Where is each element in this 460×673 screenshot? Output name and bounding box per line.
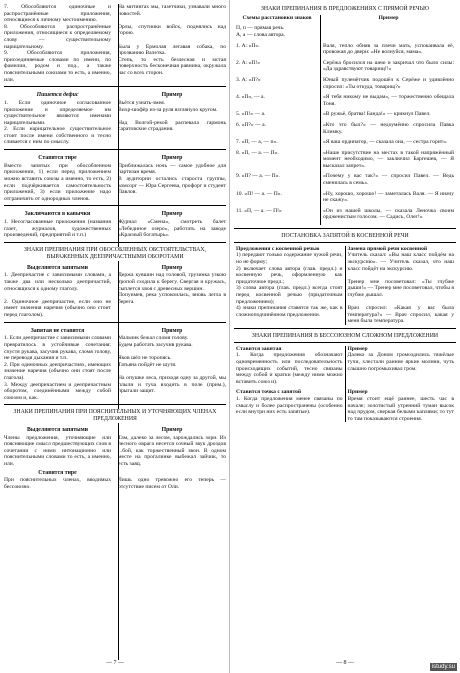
dash-block [4, 163, 226, 203]
participle-example-heading: Пример [161, 264, 183, 271]
intro-examples: На митингах мы, газетчики, узнавали много новостей. Орлы, спутники войск, поднялись над горою. Была у Ермолая легавая собака, по прозванию Валетка. Степь, то есть безлесная и мстая поверхность бесконечная равнина, окружала нас со всех сторон. [118, 4, 226, 76]
comma-example-heading: Пример [347, 345, 368, 352]
participle-examples: Держа кувшин над головой, грузинка узкою тропой сходила к берегу. Свергая и кружась, сыплется хвоя с древесных вершин. Попуимев, река успокоилась, вновь легла в берега. [118, 272, 226, 305]
indirect-examples: Учитель сказал: «Вы наш класс пойдём на экскурсию». — Учитель сказал, что наш класс пойдёт на экскурсию. Тренер мне посоветовал: «Ты глубже дыши!» — Тренер мне посоветовал, чтобы я глубже дышал. Врач спросил: «Какая у вас была температура?» — Врач спросил, какая у меня была температура. [347, 252, 454, 325]
clarifying-example-heading: Пример [161, 426, 183, 433]
scheme-row [234, 173, 456, 190]
legend: П, п — прямая речь. А, а — слова автора. [234, 25, 321, 42]
clarifying-examples: Там, далеко за лесом, зарождались зори. Из лесного оврага несется сочный звук дроздов ...бой, как торжественный звон. В одном месте на прогалинке выбежал зайчик, то есть заяц. [118, 434, 226, 468]
semicolon-heading: Ставится точка с запятой [234, 385, 345, 396]
scheme-row [234, 150, 456, 174]
defis-example-heading: Пример [161, 92, 183, 99]
divider [234, 242, 456, 243]
scheme-example-cell: «Почему у вас так?» — спросил Павел. — Ведь сменилась в семь». [323, 173, 454, 187]
nocomma-example-heading: Пример [161, 327, 183, 334]
scheme-example-cell: «В ружьё, братва! Банда!» — крикнул Павел. [323, 111, 431, 118]
divider [4, 86, 226, 87]
scheme-cell: 4. «П», — а. [234, 94, 321, 111]
quotes-rules: 1. Несогласованные приложения (названия газет, журналов, художественных произведений, предприятий и т.п.) [4, 219, 111, 239]
page-number-left: — 7 — [4, 660, 226, 664]
semicolon-rules: 1. Когда предложения менее связаны по смыслу и более распространены (особенно если внутри них есть запятые). [234, 396, 345, 422]
quotes-examples: Журнал «Смена», смотреть балет «Лебединое озеро», работать на заводе «Красный богатырь». [118, 219, 226, 239]
direct-example-heading: Пример [378, 14, 399, 21]
clarifying-dash-rules: При пояснительных членах, вводимых бессоюзно. [4, 477, 111, 491]
defis-heading: Пишется дефис [36, 92, 79, 99]
right-page [234, 4, 456, 664]
participle-heading: Выделяются запятыми [26, 264, 88, 271]
scheme-cell: 1. А: «П». [234, 43, 321, 60]
quotes-block [4, 219, 226, 239]
scheme-example-cell: «Я тебя никому не выдам», — торжественно обещала Тоня. [323, 94, 454, 107]
scheme-cell: 6. «П?» — а. [234, 122, 321, 139]
quotes-example-heading: Пример [161, 211, 183, 218]
scheme-row [234, 94, 456, 111]
dash-example-heading: Пример [161, 155, 183, 162]
nocomma-heading: Запятая не ставится [30, 327, 85, 334]
nocomma-rules: 1. Если деепричастие с зависимыми словами превратилось в устойчивые сочетания: спустя рукава, засучив рукава, сломя голову, не переводя дыхания и т.п. 2. При одиночных деепричастиях, имеющих значение наречия (обычно они стоят после глагола). 3. Между деепричастием и деепричастным оборотом, соединёнными между собой союзом и, как. [4, 335, 111, 401]
intro-block [4, 4, 226, 83]
divider [4, 205, 226, 206]
quotes-header [4, 209, 226, 219]
clarifying-dash-header [4, 468, 226, 478]
scheme-example-cell: «Я ваш ординатор, — сказала она, — сестра горит». [323, 139, 448, 146]
nocomma-header [4, 326, 226, 336]
divider [234, 342, 456, 343]
clarifying-rules: Члены предложения, уточняющие или поясняющие смысл предшествующих слов в сочетании с ними интонационно или пояснительными словами то есть, а именно, или. [4, 434, 111, 468]
scheme-cell: 7. «П, — а, — п». [234, 139, 321, 150]
scheme-row [234, 139, 456, 150]
scheme-row [234, 60, 456, 77]
scheme-example-cell: «Кто это был?» — недоумённо спросила Павка Климку. [323, 121, 454, 135]
section-title-asyndetic: ЗНАКИ ПРЕПИНАНИЯ В БЕССОЮЗНОМ СЛОЖНОМ ПРЕДЛОЖЕНИИ [251, 332, 439, 339]
indirect-heading: Предложения с косвенной речью [234, 246, 345, 253]
scheme-cell: 9. «П? — а. — П». [234, 173, 321, 190]
page-number-right: — 8 — [336, 660, 354, 664]
comma-heading: Ставится запятая [234, 346, 345, 353]
defis-examples: Вьётся узнать-змея. Вихр-шофёр из-за руля взглянуло кругом. Над Волгой-рекой распевала гармонь саратовские страдания. [118, 99, 226, 133]
scheme-row [234, 43, 456, 60]
direct-speech-table [234, 15, 456, 225]
divider [4, 242, 226, 243]
comma-examples: Далеко за Доном громоздились тяжёлые тучи, хлестали ранние яркие молнии, чуть слышно погромыхивал гром. [347, 352, 454, 372]
clarifying-block [4, 435, 226, 468]
clarifying-dash-heading: Ставится тире [38, 469, 77, 476]
scheme-row [234, 77, 456, 94]
scheme-cell: 2. А: «П!» [234, 60, 321, 77]
quotes-heading: Заключаются в кавычки [24, 211, 91, 218]
scheme-cell: 11. «П, — а. — П!» [234, 208, 321, 225]
dash-rules: Вместо запятых при обособленном приложении, 1) если перед приложением можно вставить союзы а именно, то есть, 2) если подчёркивается самостоятельность приложений, 3) если приложение надо отграничить от однородных членов. [4, 162, 111, 202]
clarifying-dash-examples: Лишь одно тревожно его теперь — отсутствие писем от Оли. [118, 477, 226, 491]
scheme-row [234, 122, 456, 139]
scheme-cell: 8. «П, — а. — П». [234, 150, 321, 174]
divider [4, 404, 226, 405]
participle-rules: 1. Деепричастие с зависимыми словами, а также два или несколько деепричастий, относящихся к одному глаголу. 2. Одиночное деепричастие, если оно не имеет значения наречия (обычно оно стоит перед глаголом). [4, 272, 111, 318]
defis-rules: 1. Если одиночное согласованное приложение и определяемое им существительное являются именами нарицательными. 2. Если нарицательное существительное стоит после имени собственного и тесно сливается с ним по смыслу. [4, 99, 111, 146]
left-page [4, 4, 226, 664]
section-title-direct-speech: ЗНАКИ ПРЕПИНАНИЯ В ПРЕДЛОЖЕНИЯХ С ПРЯМОЙ РЕЧЬЮ [261, 6, 429, 12]
defis-block [4, 100, 226, 146]
scheme-row [234, 111, 456, 122]
participle-header [4, 263, 226, 273]
scheme-example-cell: «Наше присутствие на местах в такой напряжённый момент необходимо, — заключил Баргешев, — Я высказал запрет». [323, 149, 454, 169]
scheme-row [234, 208, 456, 225]
nocomma-examples: Мальчик бежал сломя голову. Будем работать засучив рукава. Яков шёл не торопясь. Татьяна пойдёт не шутя. На опушке леса, приходя одну за другой, мы плыли и туча входить в поле (прим.), прыгали защит. [118, 335, 226, 395]
indirect-rules: 1) передают только содержание чужой речи, но не форму; 2) включает слова автора (глав. предл.) и косвенную речь, оформленную как придаточное предл.; 3) слова автора (глав. предл.) всегда стоят перед косвенной речью (придаточным предложением); 4) знаки препинания ставятся так же, как в сложноподчинённом предложении. [234, 252, 345, 325]
divider [4, 149, 226, 150]
divider [234, 228, 456, 229]
scheme-example-cell: «Он из нашей школы, — сказала Леночка своим ордженистым голосом. — Садись, Олег!» [323, 207, 454, 221]
section-title-indirect: ПОСТАНОВКА ЗАПЯТОЙ В КОСВЕННОЙ РЕЧИ [281, 233, 409, 240]
dash-header [4, 153, 226, 163]
section-title-participle: ЗНАКИ ПРЕПИНАНИЯ ПРИ ОБОСОБЛЕННЫХ ОБСТОЯТЕЛЬСТВАХ, ВЫРАЖЕННЫХ ДЕЕПРИЧАСТНЫМИ ОБОРОТАМИ [23, 247, 206, 260]
asyndetic-table [234, 346, 456, 423]
scheme-example-cell: Юный пулемётчик подошёл к Серёже и удивлённо спросил: «Ты откуда, товарищ?» [323, 76, 454, 90]
indirect-speech-table [234, 246, 456, 325]
scheme-row [234, 191, 456, 208]
comma-rules: 1. Когда предложения обозначают одновременность или последовательность происходящих событий, тесно связаны между собой и кратки (между ними можно вставить союз и). [234, 352, 345, 385]
scheme-example-cell: Серёжа бросился на шею и закричал что было силы: «Да здравствуют товарищ!!» [323, 59, 454, 73]
divider [234, 328, 456, 329]
nocomma-block [4, 335, 226, 401]
dash-heading: Ставится тире [38, 155, 77, 162]
semicolon-example-heading: Пример [347, 389, 368, 396]
schemes-heading: Схемы расстановки знаков [234, 15, 321, 26]
section-title-clarifying: ЗНАКИ ПРЕПИНАНИЯ ПРИ ПОЯСНИТЕЛЬНЫХ И УТОЧНЯЮЩИХ ЧЛЕНАХ ПРЕДЛОЖЕНИЯ [13, 409, 217, 423]
intro-rules: 7. Обособляются одиночные и распространённые приложения, относящиеся к личному местоимению. 8. Обособляются распространённые приложения, относящиеся к определяемому слову — существительному нарицательному. 9. Обособляются приложения, присоединяемые словами по имени, по фамилии, родом и под., а также пояснительными союзами то есть, а именно, или. [4, 4, 111, 83]
scheme-example-cell: Валя, тепло обняв за плечи мать, успокаивала её, провожая до двери: «Не волнуйся, мама». [323, 42, 454, 56]
participle-block [4, 272, 226, 318]
watermark: istudy.su [431, 664, 455, 670]
clarifying-header [4, 425, 226, 435]
semicolon-examples: Время стоит ещё раннее, шесть час в начале; золотистый утренний туман высок над прудом, сверкая белыми каплями; то тут то там показываются строения. [347, 395, 454, 422]
scheme-example-cell: «Ну, хорошо, хорошо! — заметалась Валя. — Я иначу не скажу». [323, 190, 454, 204]
clarifying-heading: Выделяются запятыми [26, 426, 88, 433]
scheme-cell: 3. А: «П?» [234, 77, 321, 94]
scheme-cell: 10. «П! — а. — П». [234, 191, 321, 208]
indirect-replace-heading: Замена прямой речи косвенной [347, 245, 428, 252]
clarifying-dash-block [4, 477, 226, 490]
page-gutter [229, 0, 230, 673]
defis-header [4, 90, 226, 100]
divider [4, 322, 226, 323]
scheme-cell: 5. «П!» — а. [234, 111, 321, 122]
dash-examples: Приближалась ночь — самое удобное для партизан время. В аудитории остались староста группы, комсорг — Юра Сергеева, профорг и студент Павлов. [118, 162, 226, 196]
